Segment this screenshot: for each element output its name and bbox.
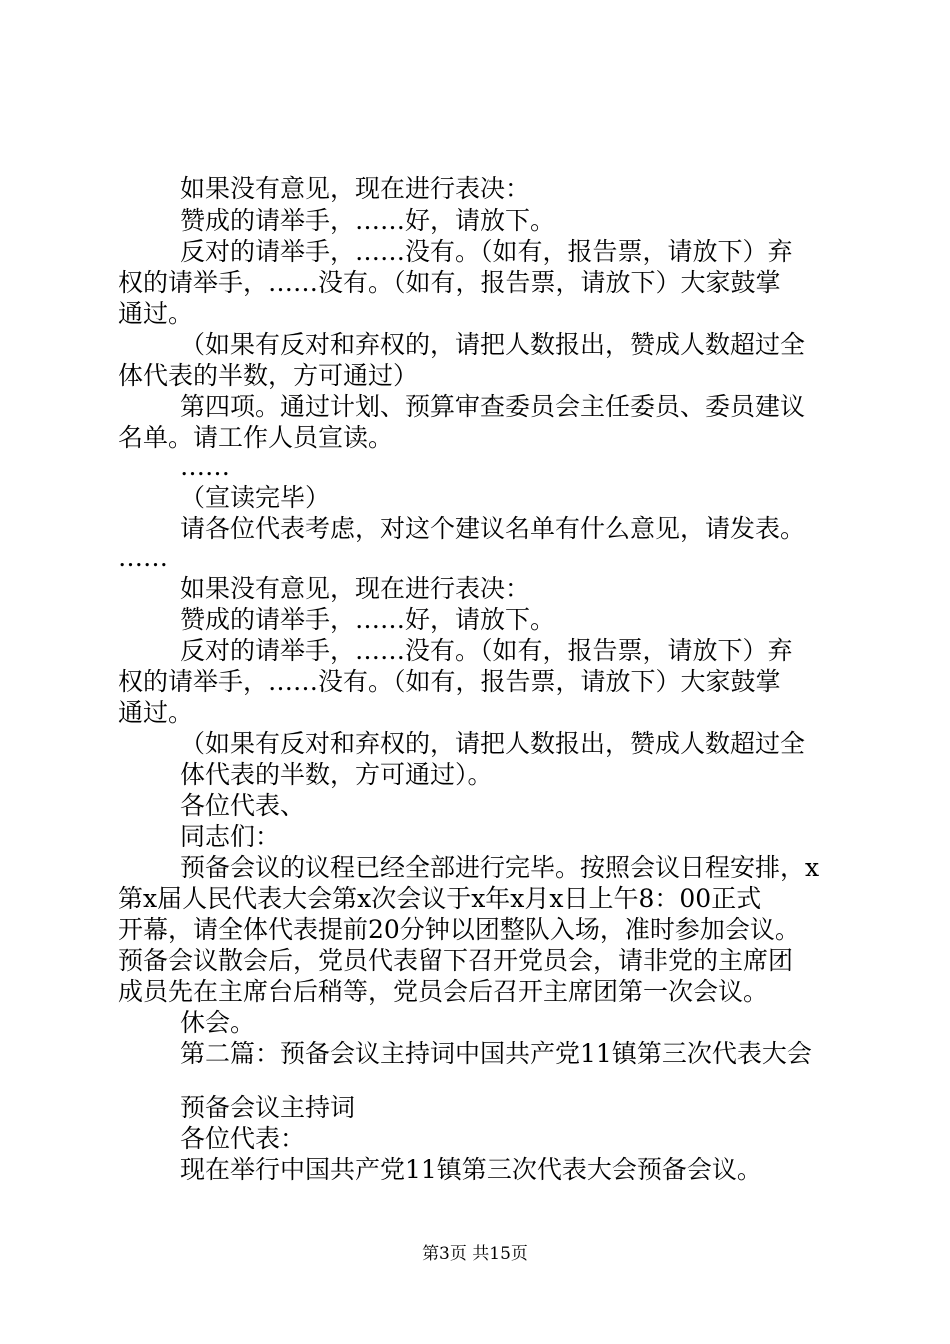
text-line: 通过。 [118,299,194,328]
text-line: （如果有反对和弃权的，请把人数报出，赞成人数超过全 [180,330,806,359]
text-line: 现在举行中国共产党11镇第三次代表大会预备会议。 [180,1155,762,1184]
text-line: 权的请举手，……没有。（如有，报告票，请放下）大家鼓掌 [118,268,781,297]
text-line: 权的请举手，……没有。（如有，报告票，请放下）大家鼓掌 [118,667,781,696]
text-line: 如果没有意见，现在进行表决： [180,174,531,203]
text-line: 各位代表： [180,1124,306,1153]
text-line: 预备会议散会后，党员代表留下召开党员会，请非党的主席团 [118,946,794,975]
text-line: 开幕，请全体代表提前20分钟以团整队入场，准时参加会议。 [118,915,800,944]
text-line: 第x届人民代表大会第x次会议于x年x月x日上午8：00正式 [118,884,762,913]
section-heading: 第二篇：预备会议主持词中国共产党11镇第三次代表大会 [180,1039,812,1068]
text-line: 体代表的半数，方可通过） [118,361,419,390]
text-line: 赞成的请举手，……好，请放下。 [180,605,556,634]
text-line: 体代表的半数，方可通过）。 [180,760,493,789]
text-line: 通过。 [118,698,194,727]
text-line: 名单。请工作人员宣读。 [118,423,394,452]
text-line: 反对的请举手，……没有。（如有，报告票，请放下）弃 [180,237,793,266]
text-line: （宣读完毕） [180,483,331,512]
text-line: 成员先在主席台后稍等，党员会后召开主席团第一次会议。 [118,977,769,1006]
text-line: 各位代表、 [180,791,306,820]
text-line: 赞成的请举手，……好，请放下。 [180,206,556,235]
text-line: （如果有反对和弃权的，请把人数报出，赞成人数超过全 [180,729,806,758]
page-number-footer: 第3页 共15页 [422,1244,528,1264]
text-line: …… [118,543,168,572]
text-line: 预备会议的议程已经全部进行完毕。按照会议日程安排，x [180,853,820,882]
text-line: 预备会议主持词 [180,1093,356,1122]
text-line: 如果没有意见，现在进行表决： [180,574,531,603]
text-line: …… [180,452,230,481]
text-line: 第四项。通过计划、预算审查委员会主任委员、委员建议 [180,392,806,421]
text-line: 同志们： [180,822,281,851]
text-line: 请各位代表考虑，对这个建议名单有什么意见，请发表。 [180,514,806,543]
text-line: 休会。 [180,1008,256,1037]
text-line: 反对的请举手，……没有。（如有，报告票，请放下）弃 [180,636,793,665]
